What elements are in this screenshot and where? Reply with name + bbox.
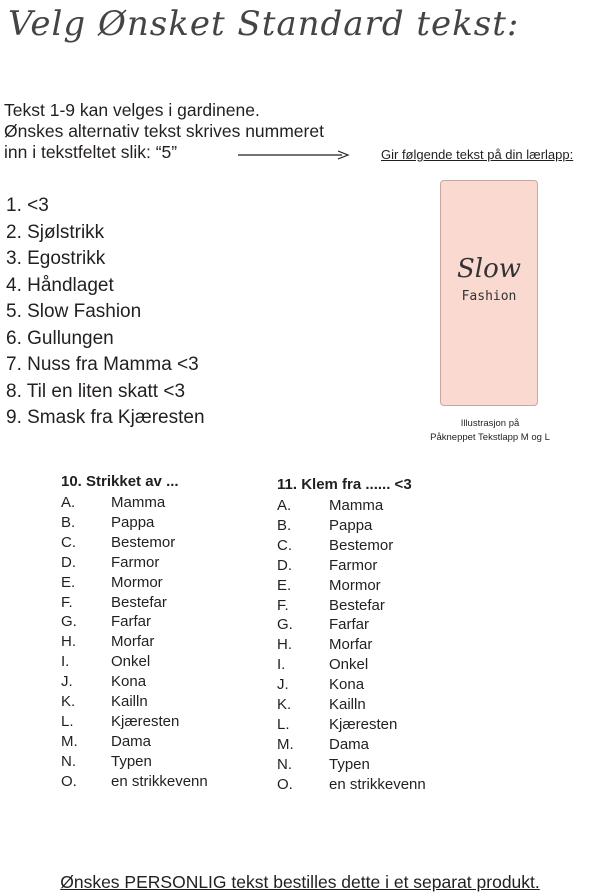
list-item <box>61 593 208 613</box>
label-preview-line1: Slow <box>456 254 522 284</box>
list-item <box>61 752 208 772</box>
list-item-letter: B. <box>277 516 292 534</box>
list-item <box>61 533 208 553</box>
list-item-name: Farfar <box>111 613 152 631</box>
label-preview-line2: Fashion <box>461 289 517 304</box>
list-item-letter: F. <box>61 593 73 611</box>
illustration-caption: Illustrasjon på Påkneppet Tekstlapp M og L <box>430 418 550 443</box>
list-item-name: Kona <box>329 676 365 694</box>
list-item-name: Typen <box>329 755 370 773</box>
list-item <box>277 695 426 715</box>
list-item <box>277 516 426 536</box>
list-item-letter: J. <box>277 676 289 694</box>
list-item <box>277 735 426 755</box>
list-item-letter: A. <box>277 497 292 514</box>
standard-text-list <box>6 193 205 432</box>
list-item-name: Mamma <box>329 497 384 514</box>
list-item <box>277 596 426 616</box>
list-item: 9. Smask fra Kjæresten <box>6 407 205 428</box>
list-item-letter: I. <box>61 653 70 671</box>
list-item-name: Farfar <box>329 616 370 634</box>
list-item-name: Morfar <box>111 633 155 651</box>
list-item-letter: O. <box>277 775 293 793</box>
list-item-name: Dama <box>111 732 152 750</box>
list-item <box>277 536 426 556</box>
column-10-title: 10. Strikket av ... <box>61 473 179 490</box>
list-item <box>277 576 426 596</box>
list-item <box>277 775 426 795</box>
page-title: Velg Ønsket Standard tekst: <box>8 4 520 44</box>
list-item-letter: H. <box>61 633 76 651</box>
list-item-name: Kailln <box>111 693 148 711</box>
list-item <box>61 632 208 652</box>
footer-note: Ønskes PERSONLIG tekst bestilles dette i et separat produkt. <box>60 872 540 892</box>
list-item <box>61 652 208 672</box>
list-item-name: Kjæresten <box>111 712 180 730</box>
list-item-letter: F. <box>277 596 289 614</box>
list-item-name: Pappa <box>329 516 373 534</box>
column-11-title: 11. Klem fra ...... <3 <box>277 476 412 493</box>
result-label: Gir følgende tekst på din lærlapp: <box>381 147 574 162</box>
list-item: 4. Håndlaget <box>6 274 114 296</box>
list-item <box>61 573 208 593</box>
list-item <box>61 553 208 573</box>
list-item-name: Bestemor <box>329 536 394 554</box>
list-item-letter: A. <box>61 494 76 511</box>
list-item-name: Onkel <box>111 653 151 671</box>
list-item-name: Bestefar <box>111 593 167 611</box>
list-item <box>61 732 208 752</box>
list-item-letter: L. <box>277 715 290 733</box>
list-item: 2. Sjølstrikk <box>6 221 105 243</box>
list-item-name: Mamma <box>111 494 166 511</box>
list-item-letter: D. <box>61 553 76 571</box>
list-item-letter: N. <box>277 755 292 773</box>
list-item-name: Farmor <box>111 553 160 571</box>
list-item-name: Bestefar <box>329 596 385 614</box>
list-item-letter: C. <box>61 533 76 551</box>
list-item-letter: E. <box>61 573 76 591</box>
list-item-name: Kona <box>111 673 147 691</box>
list-item-letter: L. <box>61 712 74 730</box>
list-item <box>277 496 426 516</box>
list-item <box>61 772 208 792</box>
column-11-list <box>277 496 426 795</box>
column-10-list <box>61 493 208 792</box>
list-item-letter: M. <box>277 735 294 753</box>
list-item-name: Bestemor <box>111 533 176 551</box>
list-item: 5. Slow Fashion <box>6 301 142 322</box>
list-item <box>61 493 208 513</box>
list-item <box>61 712 208 732</box>
intro-text: Tekst 1-9 kan velges i gardinene. Ønskes alternativ tekst skrives nummeret inn i tekstfeltet slik: “5” <box>4 100 324 162</box>
list-item: 8. Til en liten skatt <3 <box>6 380 186 402</box>
list-item-name: Dama <box>329 735 370 753</box>
list-item <box>277 715 426 735</box>
list-item-name: en strikkevenn <box>329 775 426 793</box>
list-item-letter: K. <box>61 693 76 711</box>
list-item-name: Kjæresten <box>329 715 398 733</box>
list-item-letter: I. <box>277 656 286 674</box>
list-item-letter: C. <box>277 536 292 554</box>
list-item-name: Farmor <box>329 556 378 574</box>
list-item-name: Onkel <box>329 656 369 674</box>
list-item <box>277 556 426 576</box>
list-item-name: Morfar <box>329 636 373 654</box>
arrow-right-icon <box>238 150 350 160</box>
list-item <box>277 675 426 695</box>
list-item-name: Pappa <box>111 513 155 531</box>
list-item <box>277 755 426 775</box>
list-item-name: Mormor <box>111 573 163 591</box>
list-item: 3. Egostrikk <box>6 248 106 269</box>
list-item-letter: G. <box>61 613 77 631</box>
list-item-letter: J. <box>61 673 73 691</box>
label-preview <box>440 180 538 406</box>
list-item <box>61 513 208 533</box>
list-item-letter: G. <box>277 616 293 634</box>
list-item-letter: H. <box>277 636 292 654</box>
list-item <box>61 672 208 692</box>
list-item-name: en strikkevenn <box>111 772 208 790</box>
list-item: 1. <3 <box>6 195 49 216</box>
list-item-letter: B. <box>61 513 76 531</box>
list-item: 7. Nuss fra Mamma <3 <box>6 354 199 375</box>
list-item-name: Mormor <box>329 576 381 594</box>
list-item <box>277 655 426 675</box>
list-item-letter: M. <box>61 732 78 750</box>
list-item-name: Kailln <box>329 696 366 714</box>
list-item <box>277 615 426 635</box>
list-item-letter: E. <box>277 576 292 594</box>
list-item <box>61 612 208 632</box>
list-item: 6. Gullungen <box>6 327 114 349</box>
list-item-letter: K. <box>277 696 292 714</box>
list-item-name: Typen <box>111 752 152 770</box>
list-item-letter: N. <box>61 752 76 770</box>
list-item-letter: D. <box>277 556 292 574</box>
list-item <box>277 635 426 655</box>
list-item <box>61 692 208 712</box>
list-item-letter: O. <box>61 772 77 790</box>
